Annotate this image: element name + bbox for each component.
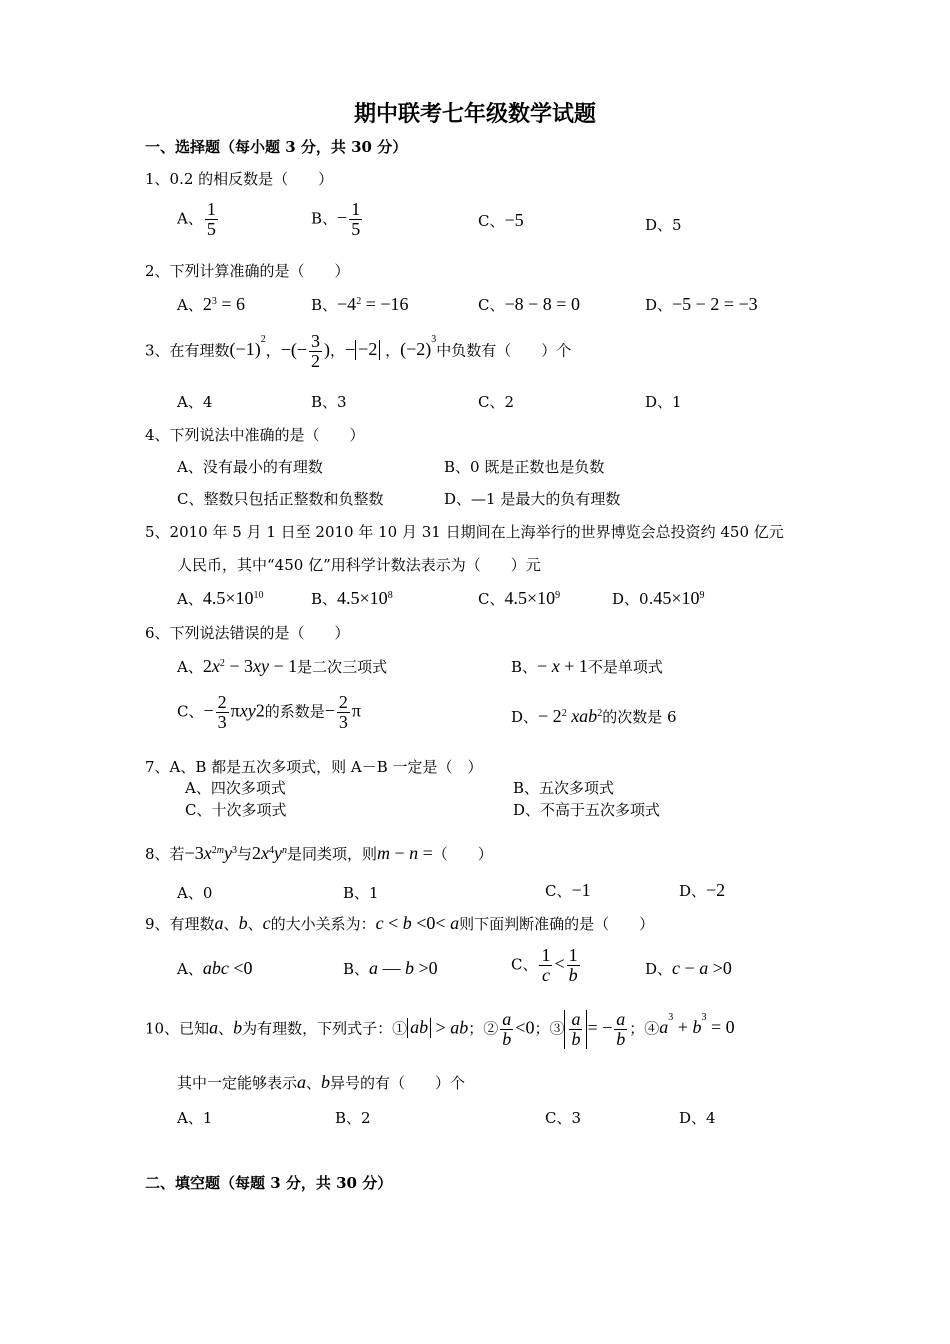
- question-3-option-d: D、1: [645, 393, 682, 411]
- question-5-option-a: A、$4.5\times 10^{10}$: [177, 588, 264, 608]
- question-6-option-d: D、− $2^2$ xab$^2$的次数是 6: [511, 706, 677, 726]
- question-4-option-b: B、0 既是正数也是负数: [444, 458, 605, 476]
- question-1-option-a: A、 $\frac{1}{5}$: [177, 199, 216, 239]
- question-5-stem-line1: 5、2010 年 5 月 1 日至 2010 年 10 月 31 日期间在上海举行的世界博览会总投资约 450 亿元: [145, 523, 784, 541]
- question-6-option-b: B、− x + 1不是单项式: [511, 656, 663, 676]
- question-10-option-a: A、1: [177, 1109, 213, 1127]
- question-8-option-b: B、1: [343, 884, 379, 902]
- question-9-option-a: A、abc <0: [177, 958, 253, 978]
- section-heading-fill-blank: 二、填空题（每题 3 分，共 30 分）: [145, 1174, 393, 1192]
- question-1-stem: 1、0.2 的相反数是（ ）: [145, 170, 334, 188]
- question-9-option-c: C、 $\frac{1}{c}$ < $\frac{1}{b}$: [511, 945, 578, 985]
- question-2-option-a: A、$2^3 = 6$: [177, 294, 245, 314]
- question-4-stem: 4、下列说法中准确的是（ ）: [145, 426, 365, 444]
- question-2-stem: 2、下列计算准确的是（ ）: [145, 262, 350, 280]
- question-8-option-d: D、−2: [679, 880, 726, 900]
- question-9-option-d: D、c − a >0: [645, 958, 732, 978]
- question-10-option-b: B、2: [335, 1109, 371, 1127]
- question-10-option-c: C、3: [545, 1109, 582, 1127]
- question-4-option-a: A、没有最小的有理数: [177, 458, 323, 476]
- question-1-option-b: B、− $\frac{1}{5}$: [311, 199, 361, 239]
- question-6-option-c: C、− $\frac{2}{3}$ πxy2的系数是− $\frac{2}{3}$ π: [177, 692, 361, 732]
- question-6-stem: 6、下列说法错误的是（ ）: [145, 624, 350, 642]
- question-1-option-d: D、5: [645, 216, 682, 234]
- question-5-option-b: B、$4.5\times 10^8$: [311, 588, 393, 608]
- question-5-option-d: D、$0.45\times 10^9$: [612, 588, 705, 608]
- question-7-option-a: A、四次多项式: [185, 779, 286, 797]
- question-6-option-a: A、$2x^2 - 3xy - 1$是二次三项式: [177, 656, 388, 676]
- section-heading-choice: 一、选择题（每小题 3 分，共 30 分）: [145, 138, 408, 156]
- question-4-option-d: D、—1 是最大的负有理数: [444, 490, 621, 508]
- question-2-option-c: C、−8 − 8 = 0: [478, 294, 580, 314]
- question-7-stem: 7、A、B 都是五次多项式，则 A－B 一定是（ ）: [145, 758, 483, 776]
- question-7-option-c: C、十次多项式: [185, 801, 287, 819]
- question-10-stem: 10、已知a、b为有理数，下列式子：① ab > ab；② $\frac{a}{b}$ <0；③ $\frac{a}{b}$ = − $\frac{a}{b}$ ；$④a^3 + b^3 = 0$: [145, 1009, 735, 1049]
- question-10-option-d: D、4: [679, 1109, 716, 1127]
- page-title: 期中联考七年级数学试题: [353, 101, 596, 127]
- question-5-stem-line2: 人民币，其中“450 亿”用科学计数法表示为（ ）元: [177, 556, 541, 574]
- question-9-stem: 9、有理数a、b、c的大小关系为：c < b <0< a则下面判断准确的是（ ）: [145, 913, 655, 933]
- question-2-option-b: B、$-4^2 = -16$: [311, 294, 409, 314]
- question-7-option-d: D、不高于五次多项式: [513, 801, 661, 819]
- question-5-option-c: C、$4.5\times 10^9$: [478, 588, 561, 608]
- question-2-option-d: D、−5 − 2 = −3: [645, 294, 758, 314]
- question-10-line2: 其中一定能够表示a、b异号的有（ ）个: [177, 1072, 466, 1092]
- question-8-option-a: A、0: [177, 884, 213, 902]
- question-8-stem: 8、若$-3x^{2m}y^3$与$2x^4y^n$是同类项，则m − n =（ ）: [145, 843, 493, 863]
- question-7-option-b: B、五次多项式: [513, 779, 615, 797]
- question-8-option-c: C、−1: [545, 880, 591, 900]
- question-1-option-c: C、−5: [478, 210, 524, 230]
- question-9-option-b: B、a — b >0: [343, 958, 438, 978]
- question-3-option-c: C、2: [478, 393, 515, 411]
- question-3-option-b: B、3: [311, 393, 347, 411]
- question-3-option-a: A、4: [177, 393, 213, 411]
- question-3-stem: 3、在有理数$(-1)^2$，−(− $\frac{3}{2}$ )，− −2 ，$(-2)^3$中负数有（ ）个: [145, 331, 572, 371]
- question-4-option-c: C、整数只包括正整数和负整数: [177, 490, 384, 508]
